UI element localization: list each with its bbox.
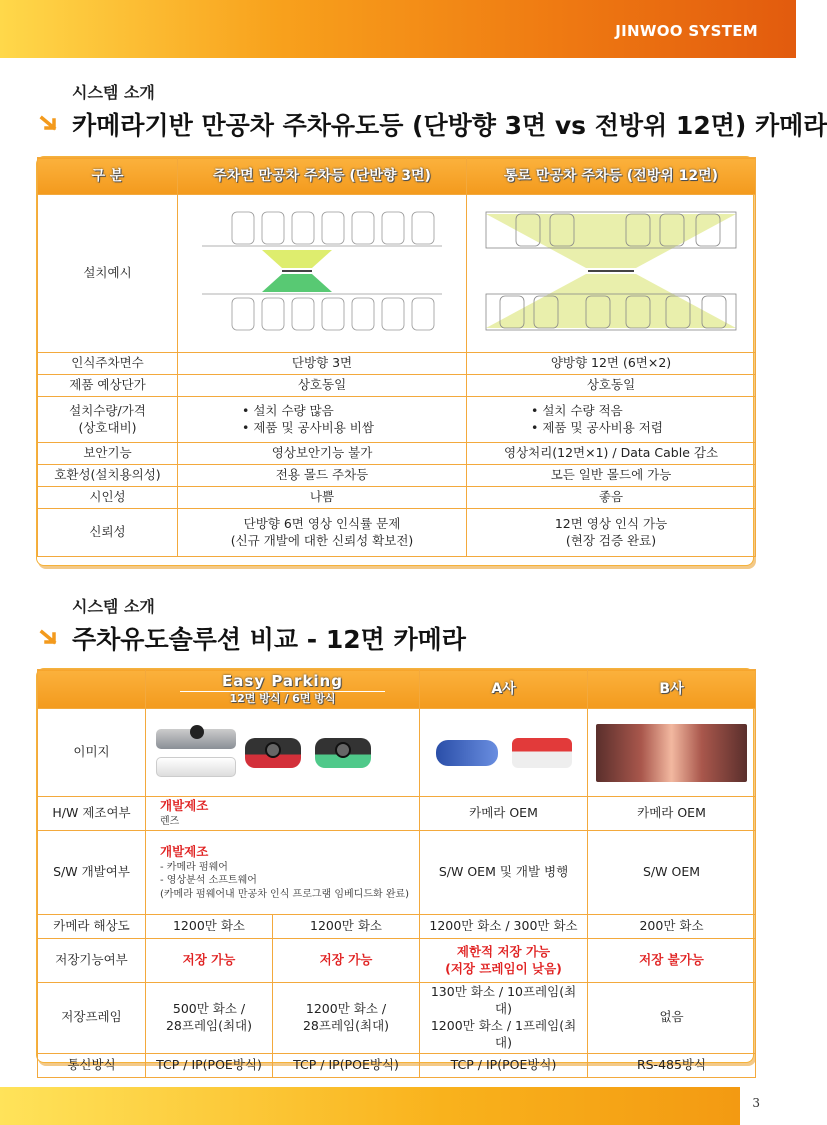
company-b-product-image bbox=[588, 709, 756, 797]
camera-green-image bbox=[315, 738, 371, 768]
row-label-install: 설치예시 bbox=[38, 195, 178, 353]
parking-diagram-omnidirectional bbox=[476, 206, 746, 336]
header-company-a: A사 bbox=[420, 670, 588, 709]
cell-compatibility-b: 모든 일반 몰드에 가능 bbox=[467, 465, 756, 487]
cell-compatibility-a: 전용 몰드 주차등 bbox=[178, 465, 467, 487]
cell-quantity-a bbox=[178, 397, 467, 443]
row-label-sw: S/W 개발여부 bbox=[38, 831, 146, 915]
top-banner bbox=[0, 0, 796, 58]
cell-sw-easy bbox=[146, 831, 420, 915]
cell-hw-a: 카메라 OEM bbox=[420, 797, 588, 831]
cell-visibility-b: 좋음 bbox=[467, 487, 756, 509]
page-number: 3 bbox=[752, 1096, 760, 1110]
cell-frame-a: 130만 화소 / 10프레임(최대) 1200만 화소 / 1프레임(최대) bbox=[420, 983, 588, 1054]
company-a-product-image bbox=[420, 709, 588, 797]
cell-recognition-a: 단방향 3면 bbox=[178, 353, 467, 375]
sw-easy-line: (카메라 펌웨어내 만공차 인식 프로그램 임베디드화 완료) bbox=[160, 888, 410, 900]
row-label-image: 이미지 bbox=[38, 709, 146, 797]
cell-price-b: 상호동일 bbox=[467, 375, 756, 397]
arrow-icon bbox=[40, 628, 60, 648]
cell-store-b: 저장 불가능 bbox=[588, 939, 756, 983]
row-label-storage: 저장기능여부 bbox=[38, 939, 146, 983]
cell-security-a: 영상보안기능 불가 bbox=[178, 443, 467, 465]
cell-comm-a: TCP / IP(POE방식) bbox=[420, 1053, 588, 1077]
section1-title-row bbox=[40, 106, 827, 142]
bullet-item: • 설치 수량 적음 bbox=[531, 402, 623, 418]
cell-quantity-b bbox=[467, 397, 756, 443]
cell-frame-e1: 500만 화소 / 28프레임(최대) bbox=[146, 983, 273, 1054]
header-unidirectional: 주차면 만공차 주차등 (단반향 3면) bbox=[178, 158, 467, 195]
row-label-frame: 저장프레임 bbox=[38, 983, 146, 1054]
row-label-hw: H/W 제조여부 bbox=[38, 797, 146, 831]
camera-bar-dark-image bbox=[156, 729, 236, 749]
cell-frame-e2: 1200만 화소 / 28프레임(최대) bbox=[273, 983, 420, 1054]
cell-store-e1: 저장 가능 bbox=[146, 939, 273, 983]
camera-bar-white-image bbox=[156, 757, 236, 777]
cell-comm-e2: TCP / IP(POE방식) bbox=[273, 1053, 420, 1077]
cell-store-a: 제한적 저장 가능 (저장 프레임이 낮음) bbox=[420, 939, 588, 983]
camera-red-white-image bbox=[512, 738, 572, 768]
cell-res-a: 1200만 화소 / 300만 화소 bbox=[420, 915, 588, 939]
camera-red-image bbox=[245, 738, 301, 768]
section2-subtitle: 시스템 소개 bbox=[72, 597, 155, 616]
cell-comm-b: RS-485방식 bbox=[588, 1053, 756, 1077]
header-omnidirectional: 통로 만공차 주차등 (전방위 12면) bbox=[467, 158, 756, 195]
camera-blue-image bbox=[436, 740, 498, 766]
cell-hw-b: 카메라 OEM bbox=[588, 797, 756, 831]
install-example-omnidirectional bbox=[467, 195, 756, 353]
header-company-b: B사 bbox=[588, 670, 756, 709]
cell-security-b: 영상처리(12면×1) / Data Cable 감소 bbox=[467, 443, 756, 465]
ceiling-camera-image bbox=[596, 724, 747, 782]
bottom-banner bbox=[0, 1087, 740, 1125]
easy-parking-product-images bbox=[146, 709, 420, 797]
brand-name: JINWOO SYSTEM bbox=[615, 22, 758, 40]
header-category: 구 분 bbox=[38, 158, 178, 195]
row-label-resolution: 카메라 해상도 bbox=[38, 915, 146, 939]
cell-reliability-b: 12면 영상 인식 가능 (현장 검증 완료) bbox=[467, 509, 756, 557]
hw-easy-sub: 렌즈 bbox=[160, 816, 180, 828]
section2-title: 주차유도솔루션 비교 - 12면 카메라 bbox=[72, 625, 466, 654]
cell-sw-b: S/W OEM bbox=[588, 831, 756, 915]
cell-res-e2: 1200만 화소 bbox=[273, 915, 420, 939]
section1-title: 카메라기반 만공차 주차유도등 (단방향 3면 vs 전방위 12면) 카메라 bbox=[72, 111, 827, 140]
hw-easy-main: 개발제조 bbox=[160, 798, 209, 814]
cell-res-b: 200만 화소 bbox=[588, 915, 756, 939]
cell-sw-a: S/W OEM 및 개발 병행 bbox=[420, 831, 588, 915]
row-label-reliability: 신뢰성 bbox=[38, 509, 178, 557]
header-easy-parking bbox=[146, 670, 420, 709]
section2-title-row bbox=[40, 620, 466, 656]
comparison-table-1 bbox=[36, 156, 754, 566]
comparison-table-2 bbox=[36, 668, 754, 1072]
cell-recognition-b: 양방향 12면 (6면×2) bbox=[467, 353, 756, 375]
bullet-item: • 제품 및 공사비용 저렴 bbox=[531, 419, 663, 435]
easy-parking-title: Easy Parking bbox=[222, 672, 343, 690]
header-empty bbox=[38, 670, 146, 709]
cell-comm-e1: TCP / IP(POE방식) bbox=[146, 1053, 273, 1077]
cell-res-e1: 1200만 화소 bbox=[146, 915, 273, 939]
cell-store-e2: 저장 가능 bbox=[273, 939, 420, 983]
cell-visibility-a: 나쁨 bbox=[178, 487, 467, 509]
section1-subtitle: 시스템 소개 bbox=[72, 83, 155, 102]
cell-reliability-a: 단방향 6면 영상 인식률 문제 (신규 개발에 대한 신뢰성 확보전) bbox=[178, 509, 467, 557]
cell-hw-easy bbox=[146, 797, 420, 831]
bullet-item: • 설치 수량 많음 bbox=[242, 402, 334, 418]
sw-easy-main: 개발제조 bbox=[160, 843, 209, 859]
parking-diagram-unidirectional bbox=[192, 206, 452, 336]
arrow-icon bbox=[40, 114, 60, 134]
row-label-security: 보안기능 bbox=[38, 443, 178, 465]
bullet-item: • 제품 및 공사비용 비쌈 bbox=[242, 419, 374, 435]
sw-easy-line: - 영상분석 소프트웨어 bbox=[160, 875, 257, 887]
row-label-visibility: 시인성 bbox=[38, 487, 178, 509]
install-example-unidirectional bbox=[178, 195, 467, 353]
cell-frame-b: 없음 bbox=[588, 983, 756, 1054]
easy-parking-subtitle: 12면 방식 / 6면 방식 bbox=[229, 692, 336, 706]
row-label-compatibility: 호환성(설치용의성) bbox=[38, 465, 178, 487]
row-label-quantity: 설치수량/가격 (상호대비) bbox=[38, 397, 178, 443]
cell-price-a: 상호동일 bbox=[178, 375, 467, 397]
row-label-comm: 통신방식 bbox=[38, 1053, 146, 1077]
row-label-price: 제품 예상단가 bbox=[38, 375, 178, 397]
row-label-recognition: 인식주차면수 bbox=[38, 353, 178, 375]
sw-easy-line: - 카메라 펌웨어 bbox=[160, 861, 228, 873]
